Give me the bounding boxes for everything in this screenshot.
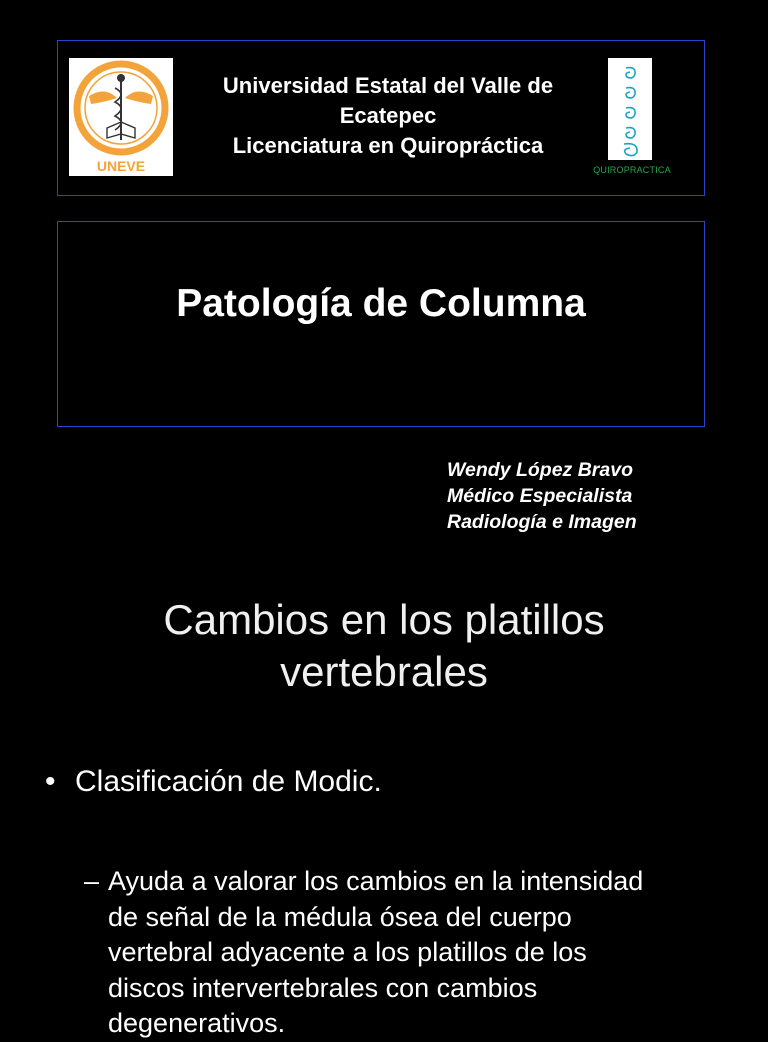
institution-line-1: Universidad Estatal del Valle de — [222, 73, 554, 98]
author-block — [447, 457, 637, 535]
chiropractic-logo-caption: QUIROPRACTICA — [593, 165, 671, 175]
sub-bullet-item — [84, 864, 734, 1042]
sub-bullet-line-2: de señal de la médula ósea del cuerpo — [108, 901, 572, 932]
author-specialty: Radiología e Imagen — [447, 511, 637, 533]
bullet-symbol: • — [45, 765, 56, 798]
section-heading — [100, 594, 668, 698]
sub-bullet-line-4: discos intervertebrales con cambios — [108, 972, 538, 1003]
bullet-text: Clasificación de Modic. — [75, 765, 382, 798]
sub-bullet-line-3: vertebral adyacente a los platillos de los — [108, 937, 587, 967]
institution-line-2: Ecatepec — [339, 103, 437, 128]
institution-line-3: Licenciatura en Quiropráctica — [232, 133, 544, 158]
university-logo — [69, 58, 173, 176]
title-box — [57, 221, 705, 427]
sub-bullet-line-1: Ayuda a valorar los cambios en la intensidad — [108, 866, 644, 896]
university-logo-text: UNEVE — [96, 158, 146, 174]
page-title: Patología de Columna — [176, 282, 586, 325]
section-heading-line-1: Cambios en los platillos — [163, 596, 605, 643]
sub-bullet-symbol: – — [84, 866, 100, 896]
spine-spiral-icon — [608, 58, 652, 160]
author-name: Wendy López Bravo — [447, 459, 634, 481]
university-seal-icon — [69, 58, 173, 176]
institution-name — [183, 71, 593, 161]
sub-bullet-text — [108, 864, 734, 1042]
bullet-item — [45, 765, 382, 799]
header-box — [57, 40, 705, 196]
chiropractic-logo — [608, 58, 652, 160]
author-role: Médico Especialista — [447, 485, 633, 507]
section-heading-line-2: vertebrales — [280, 648, 488, 695]
sub-bullet-line-5: degenerativos. — [108, 1008, 286, 1038]
